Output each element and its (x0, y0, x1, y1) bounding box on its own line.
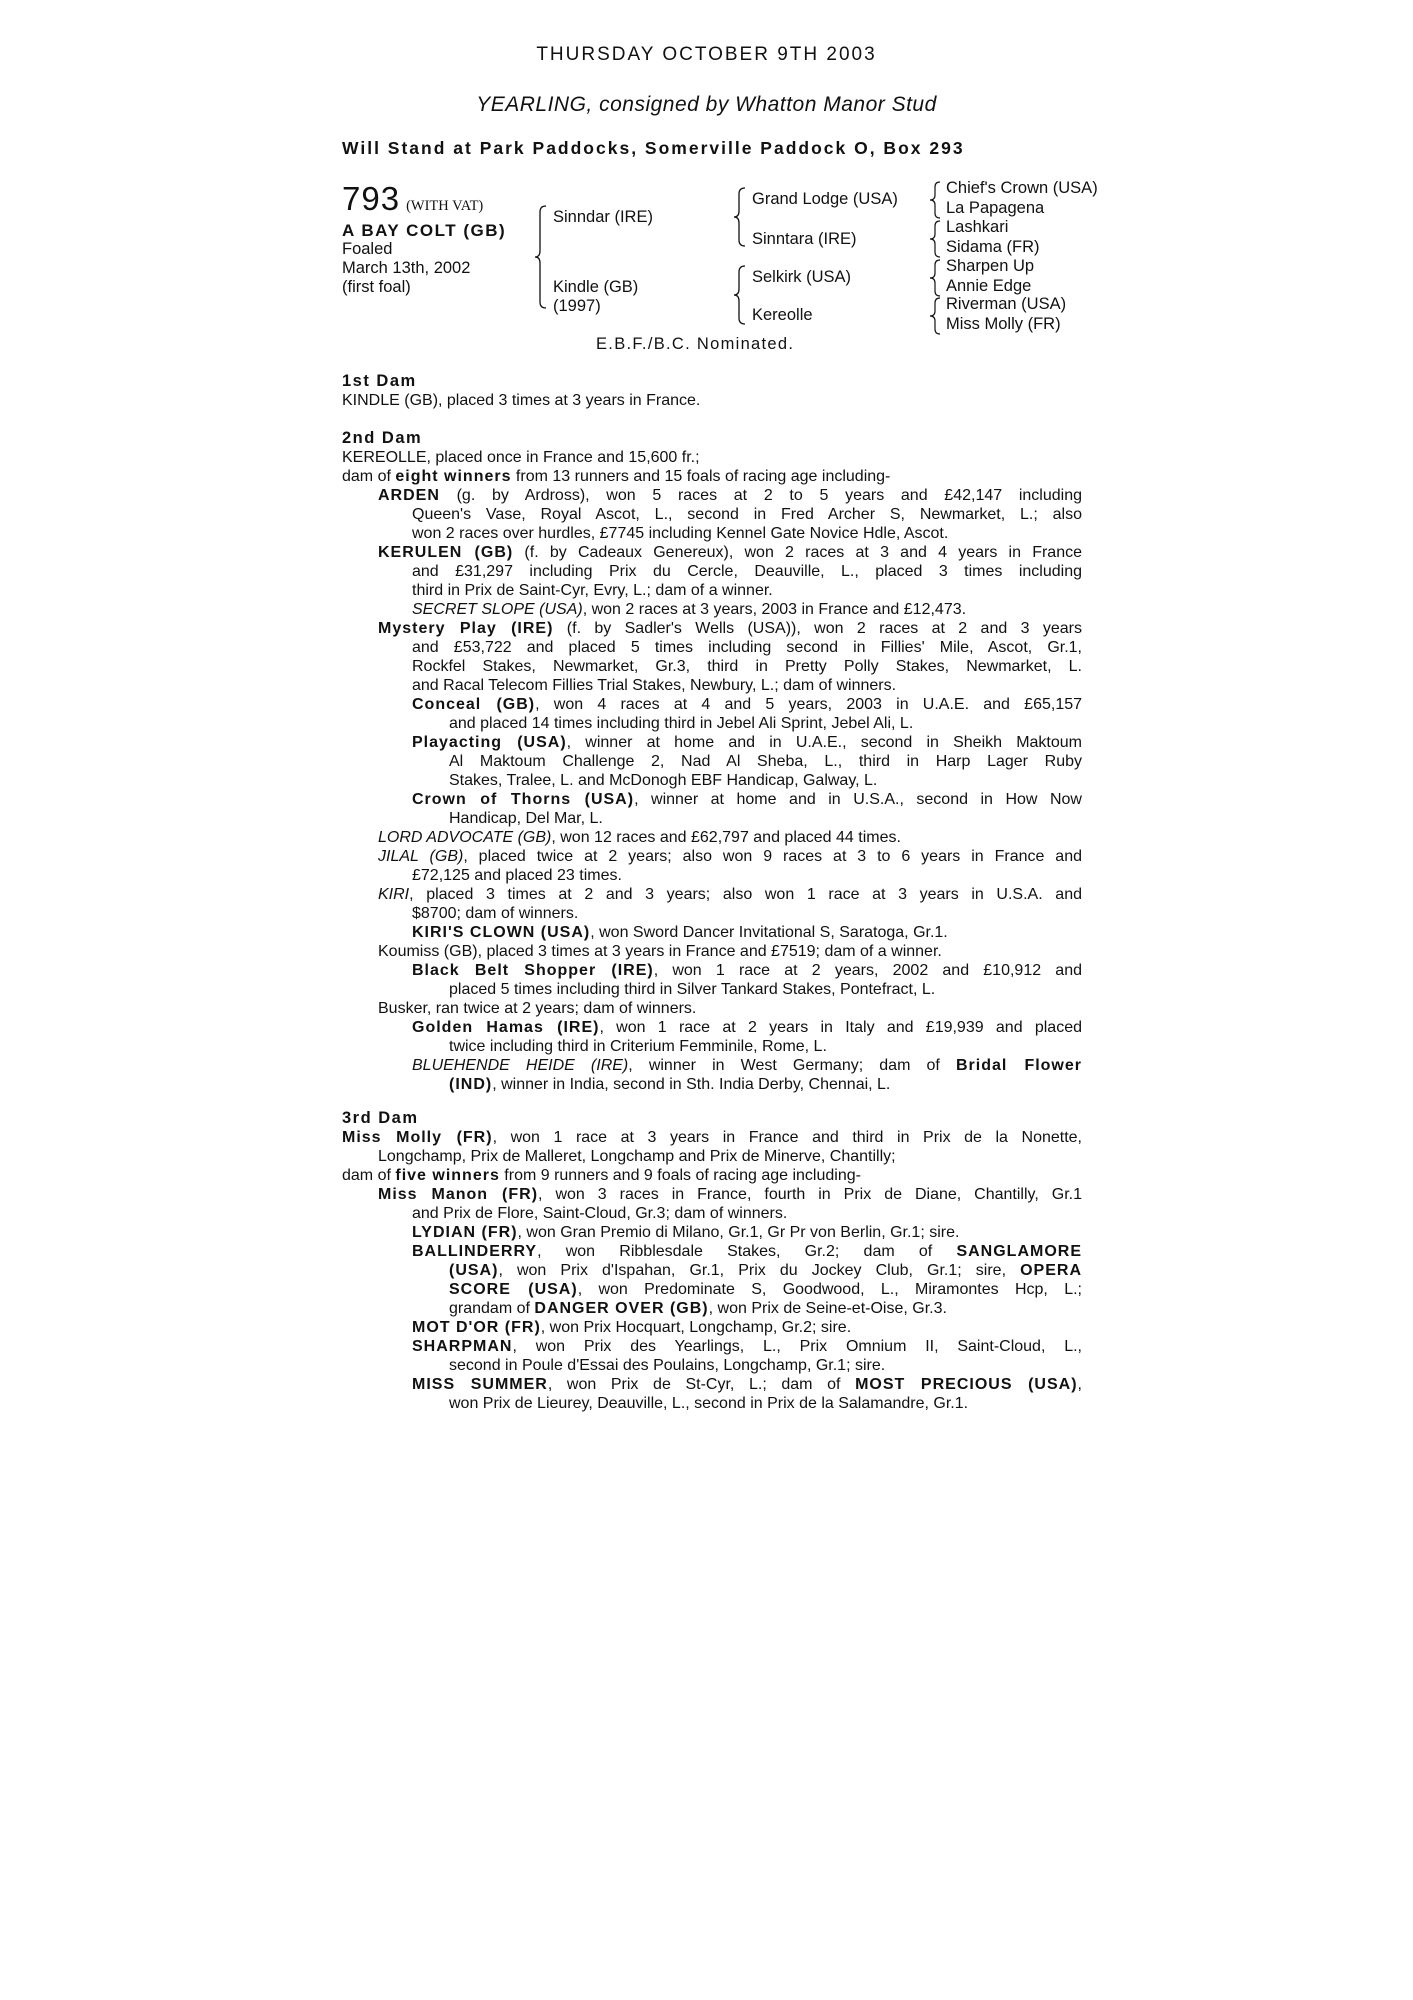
produce-bluehende-2: (IND), winner in India, second in Sth. India Derby, Chennai, L. (449, 1076, 891, 1093)
produce-kiri-2: $8700; dam of winners. (412, 905, 579, 922)
pedigree-brace-g4 (929, 297, 942, 335)
produce-playacting: Playacting (USA), winner at home and in U.A.E., second in Sheikh Maktoum (412, 734, 1082, 751)
pedigree-brace-sire (733, 186, 747, 248)
produce-crown-2: Handicap, Del Mar, L. (449, 810, 603, 827)
pedigree-g3: Lashkari (946, 218, 1009, 236)
pedigree-g5: Sharpen Up (946, 257, 1035, 275)
produce-kerulen: KERULEN (GB) (f. by Cadeaux Genereux), won 2 races at 3 and 4 years in France (378, 544, 1083, 561)
miss-molly-line: Miss Molly (FR), won 1 race at 3 years in France and third in Prix de la Nonette, (342, 1129, 1082, 1146)
produce-koumiss: Koumiss (GB), placed 3 times at 3 years in France and £7519; dam of a winner. (378, 943, 942, 960)
produce-summary: dam of eight winners from 13 runners and 15 foals of racing age including- (342, 468, 891, 485)
pedigree-dam-year: (1997) (553, 297, 601, 315)
produce-bluehende-heide: BLUEHENDE HEIDE (IRE), winner in West Germany; dam of Bridal Flower (412, 1057, 1083, 1074)
pedigree-g6: Annie Edge (946, 277, 1032, 295)
produce-golden-hamas-2: twice including third in Criterium Femminile, Rome, L. (449, 1038, 827, 1055)
pedigree-sire-sire: Grand Lodge (USA) (752, 190, 898, 208)
foaled-label: Foaled (342, 240, 393, 258)
produce-crown-of-thorns: Crown of Thorns (USA), winner at home and in U.S.A., second in How Now (412, 791, 1082, 808)
produce-kerulen-3: third in Prix de Saint-Cyr, Evry, L.; dam of a winner. (412, 582, 773, 599)
lot-number-block (342, 180, 483, 218)
miss-molly-produce-summary: dam of five winners from 9 runners and 9 foals of racing age including- (342, 1167, 861, 1184)
pedigree-g2: La Papagena (946, 199, 1045, 217)
produce-mystery-2: and £53,722 and placed 5 times including second in Fillies' Mile, Ascot, Gr.1, (412, 639, 1082, 656)
produce-arden-2: Queen's Vase, Royal Ascot, L., second in Fred Archer S, Newmarket, L.; also (412, 506, 1082, 523)
produce-black-belt-shopper: Black Belt Shopper (IRE), won 1 race at 2 years, 2002 and £10,912 and (412, 962, 1083, 979)
produce-mystery-play: Mystery Play (IRE) (f. by Sadler's Wells (USA)), won 2 races at 2 and 3 years (378, 620, 1082, 637)
pedigree-sire-dam: Sinntara (IRE) (752, 230, 857, 248)
produce-conceal: Conceal (GB), won 4 races at 4 and 5 years, 2003 in U.A.E. and £65,157 (412, 696, 1083, 713)
produce-miss-manon: Miss Manon (FR), won 3 races in France, fourth in Prix de Diane, Chantilly, Gr.1 (378, 1186, 1082, 1203)
stand-location: Will Stand at Park Paddocks, Somerville Paddock O, Box 293 (342, 138, 965, 158)
produce-mystery-4: and Racal Telecom Fillies Trial Stakes, Newbury, L.; dam of winners. (412, 677, 897, 694)
pedigree-brace-main (534, 204, 548, 310)
produce-lord-advocate: LORD ADVOCATE (GB), won 12 races and £62,797 and placed 44 times. (378, 829, 901, 846)
third-dam-section (342, 1109, 1082, 1413)
lot-number: 793 (342, 180, 401, 217)
produce-miss-summer-2: won Prix de Lieurey, Deauville, L., second in Prix de la Salamandre, Gr.1. (449, 1395, 969, 1412)
produce-kerulen-2: and £31,297 including Prix du Cercle, Deauville, L., placed 3 times including (412, 563, 1082, 580)
produce-miss-manon-2: and Prix de Flore, Saint-Cloud, Gr.3; dam of winners. (412, 1205, 788, 1222)
first-dam-section (342, 372, 1082, 410)
produce-playacting-3: Stakes, Tralee, L. and McDonogh EBF Handicap, Galway, L. (449, 772, 878, 789)
produce-ballinderry-2: (USA), won Prix d'Ispahan, Gr.1, Prix du Jockey Club, Gr.1; sire, OPERA (449, 1262, 1082, 1279)
miss-molly-2: Longchamp, Prix de Malleret, Longchamp and Prix de Minerve, Chantilly; (378, 1148, 896, 1165)
horse-details (342, 221, 506, 297)
first-dam-text: KINDLE (GB), placed 3 times at 3 years in France. (342, 392, 701, 409)
consignment-line: YEARLING, consigned by Whatton Manor Stud (476, 93, 937, 116)
produce-ballinderry-4: grandam of DANGER OVER (GB), won Prix de Seine-et-Oise, Gr.3. (449, 1300, 947, 1317)
pedigree-g7: Riverman (USA) (946, 295, 1067, 313)
produce-arden: ARDEN (g. by Ardross), won 5 races at 2 to 5 years and £42,147 including (378, 487, 1082, 504)
sale-date: THURSDAY OCTOBER 9TH 2003 (536, 44, 877, 65)
pedigree-brace-g3 (929, 259, 942, 297)
pedigree-g1: Chief's Crown (USA) (946, 179, 1098, 197)
produce-jilal-2: £72,125 and placed 23 times. (412, 867, 622, 884)
first-dam-title: 1st Dam (342, 372, 417, 390)
produce-ballinderry: BALLINDERRY, won Ribblesdale Stakes, Gr.2; dam of SANGLAMORE (412, 1243, 1082, 1260)
produce-playacting-2: Al Maktoum Challenge 2, Nad Al Sheba, L., third in Harp Lager Ruby (449, 753, 1082, 770)
produce-arden-3: won 2 races over hurdles, £7745 including Kennel Gate Novice Hdle, Ascot. (412, 525, 949, 542)
produce-sharpman: SHARPMAN, won Prix des Yearlings, L., Prix Omnium II, Saint-Cloud, L., (412, 1338, 1082, 1355)
pedigree-dam-sire: Selkirk (USA) (752, 268, 852, 286)
foal-note: (first foal) (342, 278, 411, 296)
third-dam-title: 3rd Dam (342, 1109, 419, 1127)
pedigree-dam: Kindle (GB) (553, 278, 639, 296)
horse-description: A BAY COLT (GB) (342, 221, 507, 240)
pedigree-brace-g2 (929, 220, 942, 258)
produce-mystery-3: Rockfel Stakes, Newmarket, Gr.3, third in Pretty Polly Stakes, Newmarket, L. (412, 658, 1082, 675)
produce-kiris-clown: KIRI'S CLOWN (USA), won Sword Dancer Invitational S, Saratoga, Gr.1. (412, 924, 948, 941)
pedigree-g8: Miss Molly (FR) (946, 315, 1061, 333)
second-dam-section (342, 429, 1082, 1094)
pedigree-sire: Sinndar (IRE) (553, 208, 653, 226)
produce-lydian: LYDIAN (FR), won Gran Premio di Milano, Gr.1, Gr Pr von Berlin, Gr.1; sire. (412, 1224, 960, 1241)
vat-note: (WITH VAT) (406, 198, 484, 214)
produce-black-belt-2: placed 5 times including third in Silver Tankard Stakes, Pontefract, L. (449, 981, 936, 998)
foaled-date: March 13th, 2002 (342, 259, 471, 277)
produce-golden-hamas: Golden Hamas (IRE), won 1 race at 2 years in Italy and £19,939 and placed (412, 1019, 1082, 1036)
pedigree-brace-g1 (929, 181, 942, 219)
produce-kiri: KIRI, placed 3 times at 2 and 3 years; also won 1 race at 3 years in U.S.A. and (378, 886, 1082, 903)
pedigree-brace-dam (733, 264, 747, 326)
produce-jilal: JILAL (GB), placed twice at 2 years; also won 9 races at 3 to 6 years in France and (378, 848, 1082, 865)
kereolle-line: KEREOLLE, placed once in France and 15,600 fr.; (342, 449, 700, 466)
pedigree-dam-dam: Kereolle (752, 306, 813, 324)
second-dam-title: 2nd Dam (342, 429, 423, 447)
produce-sharpman-2: second in Poule d'Essai des Poulains, Longchamp, Gr.1; sire. (449, 1357, 886, 1374)
produce-mot-dor: MOT D'OR (FR), won Prix Hocquart, Longchamp, Gr.2; sire. (412, 1319, 852, 1336)
nomination-note: E.B.F./B.C. Nominated. (596, 335, 795, 353)
produce-secret-slope: SECRET SLOPE (USA), won 2 races at 3 years, 2003 in France and £12,473. (412, 601, 967, 618)
produce-busker: Busker, ran twice at 2 years; dam of winners. (378, 1000, 697, 1017)
produce-ballinderry-3: SCORE (USA), won Predominate S, Goodwood, L., Miramontes Hcp, L.; (449, 1281, 1082, 1298)
produce-miss-summer: MISS SUMMER, won Prix de St-Cyr, L.; dam of MOST PRECIOUS (USA), (412, 1376, 1082, 1393)
produce-conceal-2: and placed 14 times including third in Jebel Ali Sprint, Jebel Ali, L. (449, 715, 914, 732)
pedigree-g4: Sidama (FR) (946, 238, 1040, 256)
